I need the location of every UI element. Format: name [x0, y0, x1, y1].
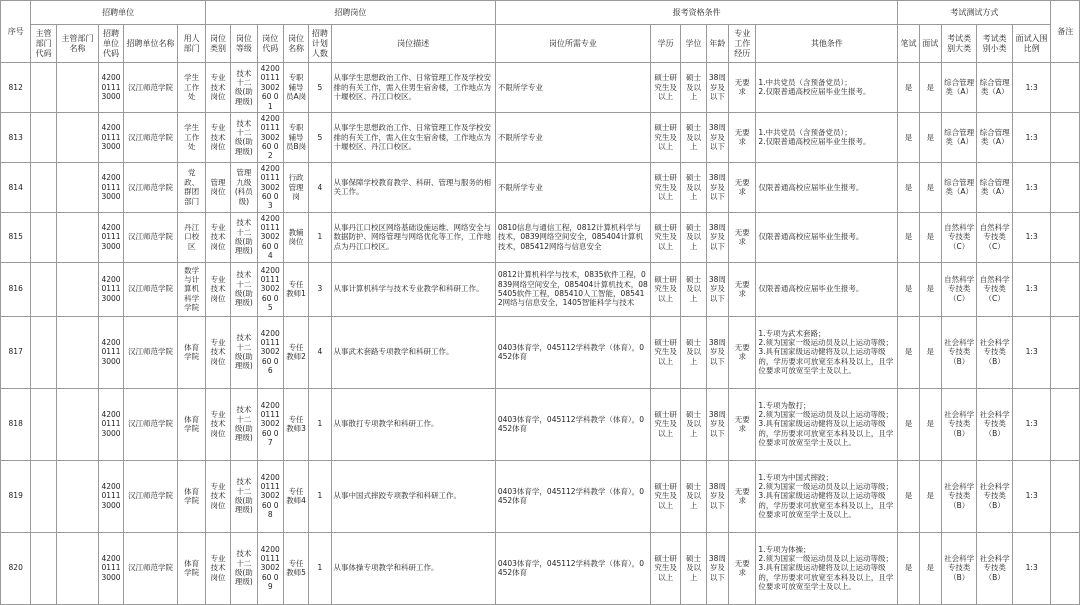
cell-edu: 硕士研究生及以上	[650, 112, 680, 162]
cell-seq: 814	[1, 162, 31, 212]
cell-degree: 硕士及以上	[681, 460, 706, 532]
cell-edu: 硕士研究生及以上	[650, 316, 680, 388]
cell-major: 0403体育学，045112学科教学（体育），0452体育	[495, 532, 650, 604]
header-post-level: 岗位等级	[231, 25, 257, 63]
cell-exam-subcat: 社会科学专技类（B）	[977, 316, 1012, 388]
cell-edu: 硕士研究生及以上	[650, 388, 680, 460]
cell-plan-count: 4	[309, 316, 331, 388]
cell-interview: 是	[919, 388, 941, 460]
cell-dept-code	[31, 388, 56, 460]
cell-interview: 是	[919, 212, 941, 262]
cell-dept-code	[31, 532, 56, 604]
cell-exam-cat: 社会科学专技类（B）	[941, 532, 976, 604]
cell-seq: 815	[1, 212, 31, 262]
cell-post-code: 42000111300260 04	[257, 212, 283, 262]
cell-experience: 无要求	[729, 316, 756, 388]
cell-unit-code: 42000111 3000	[99, 460, 123, 532]
cell-plan-count: 1	[309, 388, 331, 460]
cell-post-desc: 从事丹江口校区网络基础设施运维、网络安全与数据防护、网络管理与网络优化等工作，工作地点为丹江口校区。	[331, 212, 495, 262]
cell-degree: 硕士及以上	[681, 63, 706, 113]
header-edu: 学历	[650, 25, 680, 63]
cell-post-name: 行政管理岗	[283, 162, 308, 212]
table-row	[1, 460, 1080, 532]
table-row	[1, 316, 1080, 388]
cell-interview-ratio: 1:3	[1012, 460, 1051, 532]
cell-experience: 无要求	[729, 460, 756, 532]
cell-degree: 硕士及以上	[681, 162, 706, 212]
cell-major: 0403体育学，045112学科教学（体育），0452体育	[495, 460, 650, 532]
header-seq: 序号	[1, 1, 31, 63]
cell-unit-code: 42000111 3000	[99, 162, 123, 212]
cell-post-level: 技术十二级(助理级)	[231, 112, 257, 162]
cell-exam-cat: 综合管理类（A）	[941, 63, 976, 113]
cell-post-name: 专任教师1	[283, 262, 308, 316]
cell-unit-code: 42000111 3000	[99, 316, 123, 388]
cell-interview: 是	[919, 532, 941, 604]
cell-remark	[1051, 460, 1080, 532]
cell-dept-code	[31, 212, 56, 262]
cell-post-name: 专任教师2	[283, 316, 308, 388]
cell-unit-code: 42000111 3000	[99, 532, 123, 604]
cell-interview-ratio: 1:3	[1012, 63, 1051, 113]
cell-edu: 硕士研究生及以上	[650, 532, 680, 604]
cell-major: 不限所学专业	[495, 162, 650, 212]
cell-major: 0403体育学，045112学科教学（体育），0452体育	[495, 388, 650, 460]
table-body	[1, 63, 1080, 605]
cell-exam-cat: 社会科学专技类（B）	[941, 316, 976, 388]
cell-other-cond: 仅限普通高校应届毕业生报考。	[756, 262, 898, 316]
cell-unit-code: 42000111 3000	[99, 388, 123, 460]
table-row	[1, 388, 1080, 460]
cell-unit-name: 汉江师范学院	[123, 63, 178, 113]
cell-post-type: 专业技术岗位	[205, 532, 230, 604]
header-interview: 面试	[919, 25, 941, 63]
cell-unit-name: 汉江师范学院	[123, 532, 178, 604]
cell-written: 是	[898, 63, 919, 113]
cell-remark	[1051, 212, 1080, 262]
cell-dept-code	[31, 262, 56, 316]
cell-plan-count: 1	[309, 532, 331, 604]
cell-plan-count: 5	[309, 63, 331, 113]
table-row	[1, 162, 1080, 212]
header-age: 年龄	[706, 25, 728, 63]
cell-dept-code	[31, 162, 56, 212]
cell-edu: 硕士研究生及以上	[650, 460, 680, 532]
cell-age: 38周岁及以下	[706, 532, 728, 604]
cell-age: 38周岁及以下	[706, 162, 728, 212]
cell-age: 38周岁及以下	[706, 112, 728, 162]
cell-age: 38周岁及以下	[706, 63, 728, 113]
header-exam-subcat: 考试类别小类	[977, 25, 1012, 63]
cell-post-desc: 从事计算机科学与技术专业教学和科研工作。	[331, 262, 495, 316]
header-major: 岗位所需专业	[495, 25, 650, 63]
cell-post-desc: 从事武术套路专项教学和科研工作。	[331, 316, 495, 388]
cell-employer-dept: 体育学院	[178, 316, 205, 388]
cell-post-type: 专业技术岗位	[205, 63, 230, 113]
cell-degree: 硕士及以上	[681, 388, 706, 460]
cell-interview-ratio: 1:3	[1012, 316, 1051, 388]
cell-post-code: 42000111300260 03	[257, 162, 283, 212]
cell-exam-cat: 社会科学专技类（B）	[941, 460, 976, 532]
cell-post-level: 技术十二级(助理级)	[231, 262, 257, 316]
header-degree: 学位	[681, 25, 706, 63]
cell-exam-cat: 综合管理类（A）	[941, 112, 976, 162]
cell-post-type: 专业技术岗位	[205, 112, 230, 162]
cell-interview-ratio: 1:3	[1012, 112, 1051, 162]
header-exam-cat: 考试类别大类	[941, 25, 976, 63]
cell-exam-subcat: 自然科学专技类（C）	[977, 262, 1012, 316]
cell-age: 38周岁及以下	[706, 388, 728, 460]
cell-dept-name	[56, 112, 99, 162]
cell-post-code: 42000111300260 06	[257, 316, 283, 388]
table-row	[1, 112, 1080, 162]
cell-other-cond: 1.中共党员（含预备党员）； 2.仅限普通高校应届毕业生报考。	[756, 112, 898, 162]
header-unit-name: 招聘单位名称	[123, 25, 178, 63]
cell-interview-ratio: 1:3	[1012, 388, 1051, 460]
cell-plan-count: 5	[309, 112, 331, 162]
cell-degree: 硕士及以上	[681, 316, 706, 388]
cell-experience: 无要求	[729, 162, 756, 212]
cell-other-cond: 1.专项为武术套路； 2.须为国家一级运动员及以上运动等级； 3.具有国家级运动健将及以上运动等级的，学历要求可放宽至本科及以上，且学位要求可放宽至学士及以上。	[756, 316, 898, 388]
cell-post-level: 技术十二级(助理级)	[231, 532, 257, 604]
cell-other-cond: 仅限普通高校应届毕业生报考。	[756, 212, 898, 262]
header-group-exam: 考试测试方式	[898, 1, 1051, 25]
cell-interview-ratio: 1:3	[1012, 532, 1051, 604]
cell-age: 38周岁及以下	[706, 460, 728, 532]
cell-written: 是	[898, 212, 919, 262]
cell-age: 38周岁及以下	[706, 212, 728, 262]
cell-major: 不限所学专业	[495, 63, 650, 113]
cell-post-level: 技术十二级(助理级)	[231, 63, 257, 113]
cell-other-cond: 1.专项为中国式摔跤； 2.须为国家一级运动员及以上运动等级； 3.具有国家级运动健将及以上运动等级的，学历要求可放宽至本科及以上，且学位要求可放宽至学士及以上。	[756, 460, 898, 532]
cell-seq: 816	[1, 262, 31, 316]
cell-post-type: 管理岗位	[205, 162, 230, 212]
cell-major: 不限所学专业	[495, 112, 650, 162]
header-post-desc: 岗位描述	[331, 25, 495, 63]
cell-post-name: 专任教师4	[283, 460, 308, 532]
cell-exam-subcat: 社会科学专技类（B）	[977, 388, 1012, 460]
cell-post-name: 专任教师3	[283, 388, 308, 460]
cell-dept-name	[56, 162, 99, 212]
cell-dept-name	[56, 262, 99, 316]
cell-experience: 无要求	[729, 112, 756, 162]
cell-dept-name	[56, 63, 99, 113]
cell-exam-subcat: 综合管理类（A）	[977, 63, 1012, 113]
cell-post-type: 专业技术岗位	[205, 212, 230, 262]
cell-unit-name: 汉江师范学院	[123, 262, 178, 316]
cell-post-type: 专业技术岗位	[205, 262, 230, 316]
cell-post-level: 技术十二级(助理级)	[231, 388, 257, 460]
cell-post-code: 42000111300260 08	[257, 460, 283, 532]
cell-post-name: 专任教师5	[283, 532, 308, 604]
cell-exam-subcat: 自然科学专技类（C）	[977, 212, 1012, 262]
cell-remark	[1051, 316, 1080, 388]
cell-interview: 是	[919, 63, 941, 113]
cell-employer-dept: 丹江口校区	[178, 212, 205, 262]
cell-post-desc: 从事体操专项教学和科研工作。	[331, 532, 495, 604]
cell-seq: 818	[1, 388, 31, 460]
cell-interview: 是	[919, 460, 941, 532]
cell-unit-code: 42000111 3000	[99, 212, 123, 262]
cell-employer-dept: 数学与计算机科学学院	[178, 262, 205, 316]
cell-exam-cat: 自然科学专技类（C）	[941, 262, 976, 316]
cell-post-code: 42000111300260 01	[257, 63, 283, 113]
header-dept-name: 主管部门名称	[56, 25, 99, 63]
cell-exam-cat: 综合管理类（A）	[941, 162, 976, 212]
cell-unit-code: 42000111 3000	[99, 262, 123, 316]
cell-post-name: 教辅岗位	[283, 212, 308, 262]
cell-interview-ratio: 1:3	[1012, 262, 1051, 316]
header-post-code: 岗位代码	[257, 25, 283, 63]
cell-unit-name: 汉江师范学院	[123, 460, 178, 532]
cell-remark	[1051, 63, 1080, 113]
cell-unit-name: 汉江师范学院	[123, 162, 178, 212]
header-employer-dept: 用人部门	[178, 25, 205, 63]
cell-experience: 无要求	[729, 388, 756, 460]
cell-edu: 硕士研究生及以上	[650, 63, 680, 113]
cell-unit-name: 汉江师范学院	[123, 212, 178, 262]
cell-post-code: 42000111300260 02	[257, 112, 283, 162]
cell-dept-name	[56, 316, 99, 388]
cell-experience: 无要求	[729, 532, 756, 604]
cell-plan-count: 1	[309, 460, 331, 532]
cell-dept-name	[56, 212, 99, 262]
cell-exam-cat: 自然科学专技类（C）	[941, 212, 976, 262]
cell-interview-ratio: 1:3	[1012, 162, 1051, 212]
cell-employer-dept: 党政、群团部门	[178, 162, 205, 212]
cell-exam-subcat: 社会科学专技类（B）	[977, 460, 1012, 532]
cell-seq: 812	[1, 63, 31, 113]
cell-seq: 819	[1, 460, 31, 532]
cell-experience: 无要求	[729, 63, 756, 113]
header-post-type: 岗位类别	[205, 25, 230, 63]
cell-seq: 820	[1, 532, 31, 604]
cell-dept-name	[56, 460, 99, 532]
header-group-post: 招聘岗位	[205, 1, 495, 25]
cell-major: 0812计算机科学与技术，0835软件工程，0839网络空间安全，085404计算机技术，085405软件工程，085410人工智能，085412网络与信息安全，1405智能科学与技术	[495, 262, 650, 316]
cell-degree: 硕士及以上	[681, 212, 706, 262]
cell-age: 38周岁及以下	[706, 316, 728, 388]
cell-post-code: 42000111300260 05	[257, 262, 283, 316]
cell-post-code: 42000111300260 09	[257, 532, 283, 604]
cell-post-type: 专业技术岗位	[205, 460, 230, 532]
header-unit-code: 招聘单位代码	[99, 25, 123, 63]
cell-remark	[1051, 262, 1080, 316]
header-group-qualification: 报考资格条件	[495, 1, 898, 25]
header-group-unit: 招聘单位	[31, 1, 205, 25]
cell-experience: 无要求	[729, 212, 756, 262]
cell-interview: 是	[919, 262, 941, 316]
cell-post-level: 管理九级(科员级)	[231, 162, 257, 212]
cell-written: 是	[898, 532, 919, 604]
cell-degree: 硕士及以上	[681, 112, 706, 162]
cell-exam-subcat: 综合管理类（A）	[977, 162, 1012, 212]
cell-exam-cat: 社会科学专技类（B）	[941, 388, 976, 460]
cell-post-level: 技术十二级(助理级)	[231, 460, 257, 532]
cell-post-name: 专职辅导员B岗	[283, 112, 308, 162]
cell-employer-dept: 学生工作处	[178, 63, 205, 113]
cell-edu: 硕士研究生及以上	[650, 162, 680, 212]
cell-employer-dept: 体育学院	[178, 532, 205, 604]
cell-dept-code	[31, 112, 56, 162]
header-other-cond: 其他条件	[756, 25, 898, 63]
cell-remark	[1051, 112, 1080, 162]
cell-dept-code	[31, 460, 56, 532]
cell-dept-name	[56, 532, 99, 604]
header-remark: 备注	[1051, 1, 1080, 63]
cell-written: 是	[898, 388, 919, 460]
cell-seq: 813	[1, 112, 31, 162]
cell-written: 是	[898, 460, 919, 532]
cell-other-cond: 1.专项为体操； 2.须为国家一级运动员及以上运动等级； 3.具有国家级运动健将及以上运动等级的，学历要求可放宽至本科及以上，且学位要求可放宽至学士及以上。	[756, 532, 898, 604]
cell-remark	[1051, 532, 1080, 604]
cell-written: 是	[898, 162, 919, 212]
cell-interview: 是	[919, 316, 941, 388]
cell-unit-name: 汉江师范学院	[123, 388, 178, 460]
cell-post-level: 技术十二级(助理级)	[231, 316, 257, 388]
table-row	[1, 262, 1080, 316]
cell-remark	[1051, 388, 1080, 460]
table-row	[1, 63, 1080, 113]
cell-interview: 是	[919, 162, 941, 212]
cell-written: 是	[898, 316, 919, 388]
cell-post-name: 专职辅导员A岗	[283, 63, 308, 113]
cell-post-desc: 从事中国式摔跤专项教学和科研工作。	[331, 460, 495, 532]
cell-post-desc: 从事保障学校教育教学、科研、管理与服务的相关工作。	[331, 162, 495, 212]
header-post-name: 岗位名称	[283, 25, 308, 63]
cell-experience: 无要求	[729, 262, 756, 316]
cell-other-cond: 1.中共党员（含预备党员）； 2.仅限普通高校应届毕业生报考。	[756, 63, 898, 113]
cell-other-cond: 1.专项为散打； 2.须为国家一级运动员及以上运动等级； 3.具有国家级运动健将及以上运动等级的，学历要求可放宽至本科及以上，且学位要求可放宽至学士及以上。	[756, 388, 898, 460]
header-plan-count: 招聘计划人数	[309, 25, 331, 63]
header-interview-ratio: 面试入围比例	[1012, 25, 1051, 63]
cell-plan-count: 1	[309, 212, 331, 262]
cell-written: 是	[898, 112, 919, 162]
header-written: 笔试	[898, 25, 919, 63]
cell-unit-code: 42000111 3000	[99, 112, 123, 162]
cell-dept-name	[56, 388, 99, 460]
cell-degree: 硕士及以上	[681, 262, 706, 316]
cell-plan-count: 3	[309, 262, 331, 316]
cell-remark	[1051, 162, 1080, 212]
header-experience: 专业工作经历	[729, 25, 756, 63]
cell-unit-name: 汉江师范学院	[123, 112, 178, 162]
table-row	[1, 212, 1080, 262]
cell-age: 38周岁及以下	[706, 262, 728, 316]
cell-degree: 硕士及以上	[681, 532, 706, 604]
cell-major: 0810信息与通信工程，0812计算机科学与技术，0839网络空间安全，085404计算机技术，085412网络与信息安全	[495, 212, 650, 262]
cell-written: 是	[898, 262, 919, 316]
cell-major: 0403体育学，045112学科教学（体育），0452体育	[495, 316, 650, 388]
cell-exam-subcat: 综合管理类（A）	[977, 112, 1012, 162]
cell-employer-dept: 学生工作处	[178, 112, 205, 162]
cell-plan-count: 4	[309, 162, 331, 212]
cell-employer-dept: 体育学院	[178, 388, 205, 460]
cell-seq: 817	[1, 316, 31, 388]
cell-other-cond: 仅限普通高校应届毕业生报考。	[756, 162, 898, 212]
cell-edu: 硕士研究生及以上	[650, 212, 680, 262]
cell-edu: 硕士研究生及以上	[650, 262, 680, 316]
cell-interview: 是	[919, 112, 941, 162]
cell-post-desc: 从事学生思想政治工作、日常管理工作及学校安排的有关工作，需入住女生宿舍楼，工作地点为十堰校区、丹江口校区。	[331, 112, 495, 162]
cell-post-desc: 从事学生思想政治工作、日常管理工作及学校安排的有关工作，需入住男生宿舍楼，工作地点为十堰校区、丹江口校区。	[331, 63, 495, 113]
header-dept-code: 主管部门代码	[31, 25, 56, 63]
cell-post-type: 专业技术岗位	[205, 388, 230, 460]
cell-post-code: 42000111300260 07	[257, 388, 283, 460]
cell-interview-ratio: 1:3	[1012, 212, 1051, 262]
cell-post-desc: 从事散打专项教学和科研工作。	[331, 388, 495, 460]
cell-exam-subcat: 社会科学专技类（B）	[977, 532, 1012, 604]
cell-post-level: 技术十二级(助理级)	[231, 212, 257, 262]
cell-post-type: 专业技术岗位	[205, 316, 230, 388]
cell-dept-code	[31, 63, 56, 113]
table-row	[1, 532, 1080, 604]
cell-unit-code: 42000111 3000	[99, 63, 123, 113]
cell-unit-name: 汉江师范学院	[123, 316, 178, 388]
cell-dept-code	[31, 316, 56, 388]
cell-employer-dept: 体育学院	[178, 460, 205, 532]
